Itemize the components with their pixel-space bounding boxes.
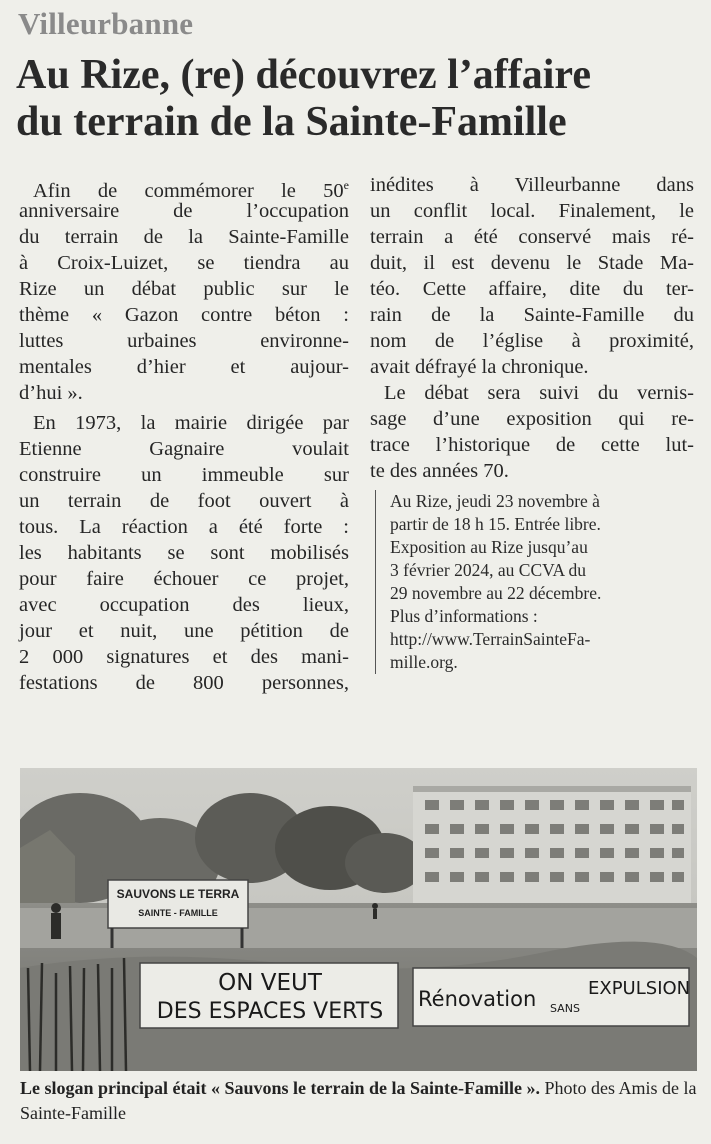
body-line: téo. Cette affaire, dite du ter-	[370, 278, 694, 300]
svg-text:SAUVONS LE TERRA: SAUVONS LE TERRA	[116, 887, 240, 901]
caption-bold: Le slogan principal était « Sauvons le terrain de la Sainte-Famille ».	[20, 1078, 540, 1098]
body-line: un conflit local. Finalement, le	[370, 200, 694, 222]
body-line: sage d’une exposition qui re-	[370, 408, 694, 430]
svg-text:EXPULSION: EXPULSION	[588, 978, 691, 999]
body-line: rain de la Sainte-Famille du	[370, 304, 694, 326]
body-line: pour faire échouer ce projet,	[19, 568, 349, 590]
body-line: thème « Gazon contre béton :	[19, 304, 349, 326]
article-column-left	[19, 172, 349, 696]
body-line: Etienne Gagnaire voulait	[19, 438, 349, 460]
body-line: festations de 800 personnes,	[19, 672, 349, 694]
body-line: Le débat sera suivi du vernis-	[384, 382, 694, 404]
body-line: tous. La réaction a été forte :	[19, 516, 349, 538]
info-line: Plus d’informations :	[390, 606, 538, 626]
svg-text:SANS: SANS	[550, 1002, 580, 1015]
body-line: construire un immeuble sur	[19, 464, 349, 486]
headline-line-1: Au Rize, (re) découvrez l’affaire	[16, 52, 591, 98]
info-line: 3 février 2024, au CCVA du	[390, 560, 587, 580]
svg-text:SAINTE - FAMILLE: SAINTE - FAMILLE	[138, 908, 218, 918]
article-column-right	[370, 172, 694, 484]
body-line: mentales d’hier et aujour-	[19, 356, 349, 378]
photo-illustration	[20, 768, 697, 1071]
apartment-building	[413, 786, 691, 908]
article-headline	[16, 52, 706, 146]
body-line: jour et nuit, une pétition de	[19, 620, 349, 642]
archive-photo	[20, 768, 697, 1071]
body-line: trace l’historique de cette lut-	[370, 434, 694, 456]
body-line: luttes urbaines environne-	[19, 330, 349, 352]
svg-text:DES ESPACES VERTS: DES ESPACES VERTS	[156, 999, 384, 1024]
body-line: avait défrayé la chronique.	[370, 356, 589, 378]
body-line: anniversaire de l’occupation	[19, 200, 349, 222]
body-line: d’hui ».	[19, 382, 83, 404]
banner-renovation	[413, 968, 690, 1026]
body-line: du terrain de la Sainte-Famille	[19, 226, 349, 248]
body-line: à Croix-Luizet, se tiendra au	[19, 252, 349, 274]
body-line: les habitants se sont mobilisés	[19, 542, 349, 564]
photo-caption	[20, 1076, 700, 1126]
event-info-box	[375, 490, 695, 674]
svg-text:ON VEUT: ON VEUT	[218, 970, 322, 996]
info-line: Au Rize, jeudi 23 novembre à	[390, 491, 600, 511]
body-line: terrain a été conservé mais ré-	[370, 226, 694, 248]
section-kicker: Villeurbanne	[18, 6, 194, 41]
body-line: inédites à Villeurbanne dans	[370, 174, 694, 196]
info-line: 29 novembre au 22 décembre.	[390, 583, 602, 603]
body-line: Rize un débat public sur le	[19, 278, 349, 300]
body-line: En 1973, la mairie dirigée par	[33, 412, 349, 434]
svg-text:Rénovation: Rénovation	[418, 987, 537, 1011]
info-line: partir de 18 h 15. Entrée libre.	[390, 514, 601, 534]
info-line: Exposition au Rize jusqu’au	[390, 537, 588, 557]
banner-espaces-verts	[140, 963, 398, 1028]
body-line: Afin de commémorer le 50e	[33, 178, 349, 202]
info-link-line: http://www.TerrainSainteFa-	[390, 629, 591, 649]
body-line: 2 000 signatures et des mani-	[19, 646, 349, 668]
body-line: duit, il est devenu le Stade Ma-	[370, 252, 694, 274]
body-line: avec occupation des lieux,	[19, 594, 349, 616]
body-line: un terrain de foot ouvert à	[19, 490, 349, 512]
body-line: te des années 70.	[370, 460, 509, 482]
headline-line-2: du terrain de la Sainte-Famille	[16, 99, 567, 145]
body-line: nom de l’église à proximité,	[370, 330, 694, 352]
caption-credit: Photo des Amis de la Sainte-Famille	[20, 1078, 697, 1123]
info-link-line: mille.org.	[390, 652, 458, 672]
